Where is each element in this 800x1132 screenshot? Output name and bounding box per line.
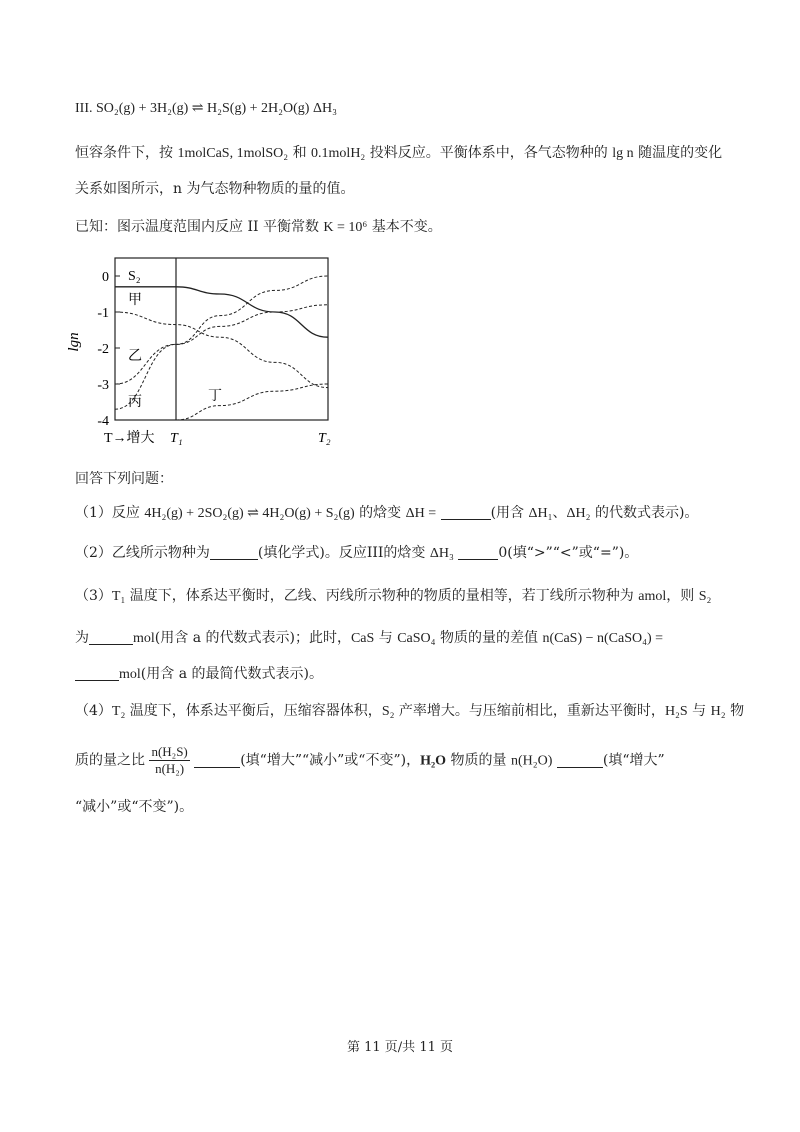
text: (填“增大” [602,752,665,769]
series-line-2 [115,276,328,384]
text: 的代数式表示)。 [590,505,699,521]
y-tick-label: -4 [97,414,109,429]
text: 温度下，体系达平衡时，乙线、丙线所示物种的物质的量相等，若丁线所示物种为 [125,588,639,604]
known-condition [75,216,442,239]
series-label-jia: 甲 [128,293,142,308]
y-ticks [97,270,120,429]
series-label-yi: 乙 [128,349,142,364]
question-intro: 回答下列问题： [75,471,173,487]
text: 基本不变。 [367,219,442,235]
series-label-ding: 丁 [208,389,222,404]
q1-answer-blank[interactable] [441,505,491,520]
text: 0(填“>”“<”或“=”)。 [498,545,639,561]
q4-h2o-blank[interactable] [557,753,603,768]
text: 与 [374,630,398,646]
feed-formula: 1molCaS, 1molSO₂ [177,146,289,161]
series-line-0 [115,287,328,337]
q4-t2: T₂ [111,704,126,719]
question-2 [75,542,638,565]
q1-equation: 4H₂(g) + 2SO₂(g) ⇌ 4H₂O(g) + S₂(g) [144,506,355,521]
q1-vars: ΔH₁、ΔH₂ [528,506,591,521]
q3-t1: T₁ [111,589,126,604]
question-1 [75,502,698,525]
page-footer: 第 11 页/共 11 页 [347,1040,453,1055]
q3-s2: S₂ [698,589,712,604]
text: 与 [687,703,711,719]
text: 的焓变 [354,505,406,521]
ratio-numerator: n(H₂S) [151,744,188,759]
text: 产率增大。与压缩前相比，重新达平衡时， [394,703,665,719]
text: 物质的量的差值 [435,630,543,646]
series-label-bing: 丙 [128,395,142,410]
q3-difference-blank[interactable] [75,666,119,681]
text: 物质的量 [446,752,511,769]
lgn-symbol: lg n [612,146,634,161]
question-3-line-1 [75,585,711,608]
q4-h2o: H₂O [420,753,447,769]
q4-h2: H₂ [710,704,726,719]
text: 质的量之比 [75,752,150,769]
q4-ratio-blank[interactable] [194,753,240,768]
q1-dh: ΔH = [405,506,437,521]
text: 和 [288,145,312,161]
text: 恒容条件下，按 [75,145,178,161]
q3-caso4: CaSO₄ [397,631,436,646]
ratio-fraction [149,744,189,777]
q2-formula-blank[interactable] [210,545,258,560]
text: (填“增大”“减小”或“不变”)， [240,752,421,769]
q4-nh2o: n(H₂O) [510,753,553,769]
text: （3） [75,588,112,604]
question-4-line-1 [75,700,744,723]
q3-cas: CaS [350,631,375,646]
y-tick-label: -2 [97,342,109,357]
question-3-line-3 [75,663,323,686]
x-label-t2: T₂ [318,431,331,446]
text: （4） [75,703,112,719]
reaction-3: III. SO₂(g) + 3H₂(g) ⇌ H₂S(g) + 2H₂O(g) ΔH₃ [75,101,337,116]
series-line-1 [115,312,328,388]
text: 温度下，体系达平衡后，压缩容器体积， [125,703,382,719]
text: （2）乙线所示物种为 [75,545,210,561]
ratio-denominator: n(H₂) [155,761,185,776]
series-line-4 [176,384,328,420]
text: 投料反应。平衡体系中，各气态物种的 [365,145,613,161]
paragraph-1-line-2: 关系如图所示，n 为气态物种物质的量的值。 [75,181,355,197]
mol-unit: mol [119,667,141,682]
y-axis-label: lgn [66,332,82,352]
question-4-line-2 [75,744,665,777]
q2-sign-blank[interactable] [458,545,498,560]
text: (用含 a 的代数式表示)；此时， [154,630,351,646]
text: 已知：图示温度范围内反应 II 平衡常数 [75,219,324,235]
q3-s2-blank[interactable] [89,630,133,645]
h2-feed: 0.1molH₂ [311,146,366,161]
mol-unit: mol [133,631,155,646]
text: 随温度的变化 [633,145,723,161]
q3-difference: n(CaS) − n(CaSO₄) = [542,631,664,646]
q2-dh3: ΔH₃ [429,546,454,561]
q3-amol: amol [638,589,667,604]
text: (用含 [490,505,529,521]
question-4-line-3: “减小”或“不变”)。 [75,799,194,815]
q4-s2: S₂ [381,704,395,719]
text: (填化学式)。反应III的焓变 [257,545,430,561]
text: 为 [75,630,89,646]
paragraph-1-line-1 [75,142,722,165]
lgn-temperature-chart [66,250,340,450]
text: （1）反应 [75,505,145,521]
text: 物 [725,703,745,719]
text: ，则 [666,588,699,604]
text: (用含 a 的最简代数式表示)。 [140,666,323,682]
q4-h2s: H₂S [664,704,688,719]
y-tick-label: -1 [97,306,109,321]
y-tick-label: 0 [102,270,109,285]
k-value: K = 10⁶ [323,220,368,235]
x-label-t1: T₁ [170,431,183,446]
question-3-line-2 [75,627,663,650]
x-label-start: T→增大 [104,431,155,446]
series-label-s2: S₂ [128,269,141,284]
y-tick-label: -3 [97,378,109,393]
